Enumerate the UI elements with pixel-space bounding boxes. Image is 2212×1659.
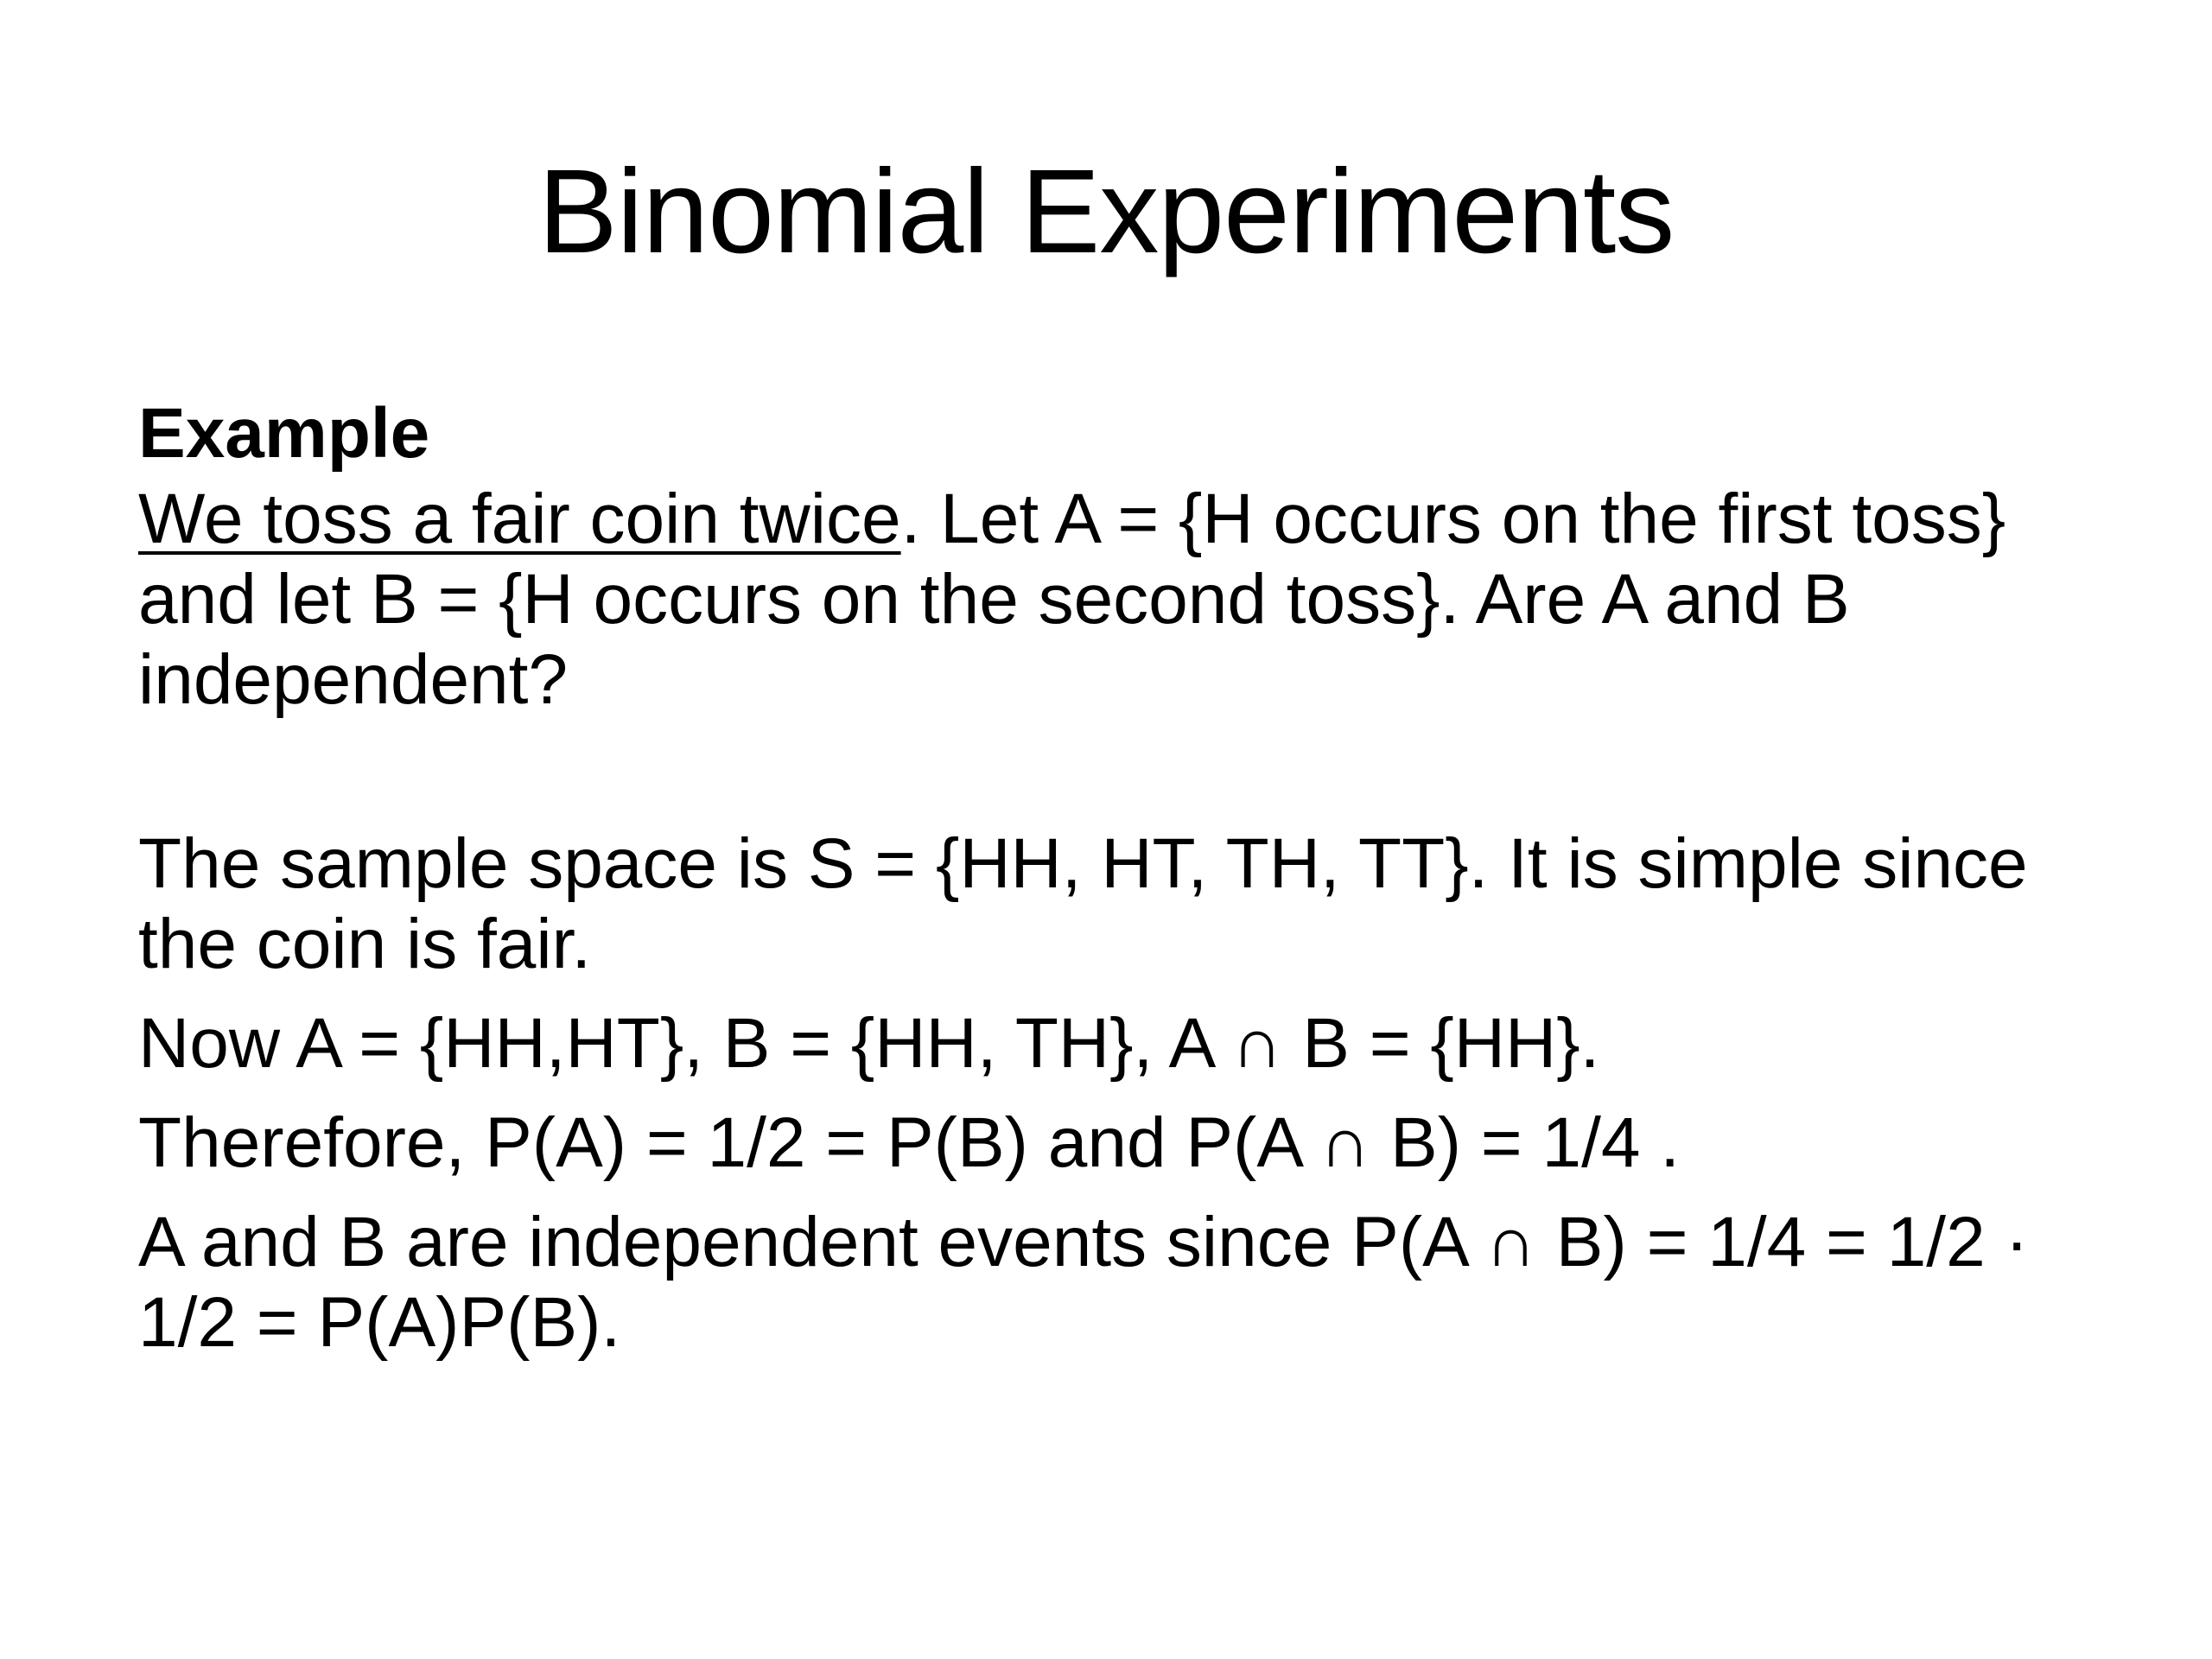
example-heading: Example — [138, 394, 430, 473]
problem-text: . Let A = {H occurs on the first toss} and let B = {H occurs on the second toss}. Are A and B independent? — [138, 480, 2006, 719]
solution-events: Now A = {HH,HT}, B = {HH, TH}, A ∩ B = {HH}. — [138, 1004, 1600, 1083]
problem-underlined-text: We toss a fair coin twice — [138, 480, 901, 558]
problem-statement — [138, 479, 2117, 720]
solution-conclusion: A and B are independent events since P(A ∩ B) = 1/4 = 1/2 · 1/2 = P(A)P(B). — [138, 1203, 2029, 1362]
slide-title: Binomial Experiments — [537, 145, 1675, 278]
solution-sample-space: The sample space is S = {HH, HT, TH, TT}. It is simple since the coin is fair. — [138, 824, 2028, 983]
slide-body — [138, 393, 2117, 1363]
solution-probabilities: Therefore, P(A) = 1/2 = P(B) and P(A ∩ B) = 1/4 . — [138, 1103, 1681, 1182]
